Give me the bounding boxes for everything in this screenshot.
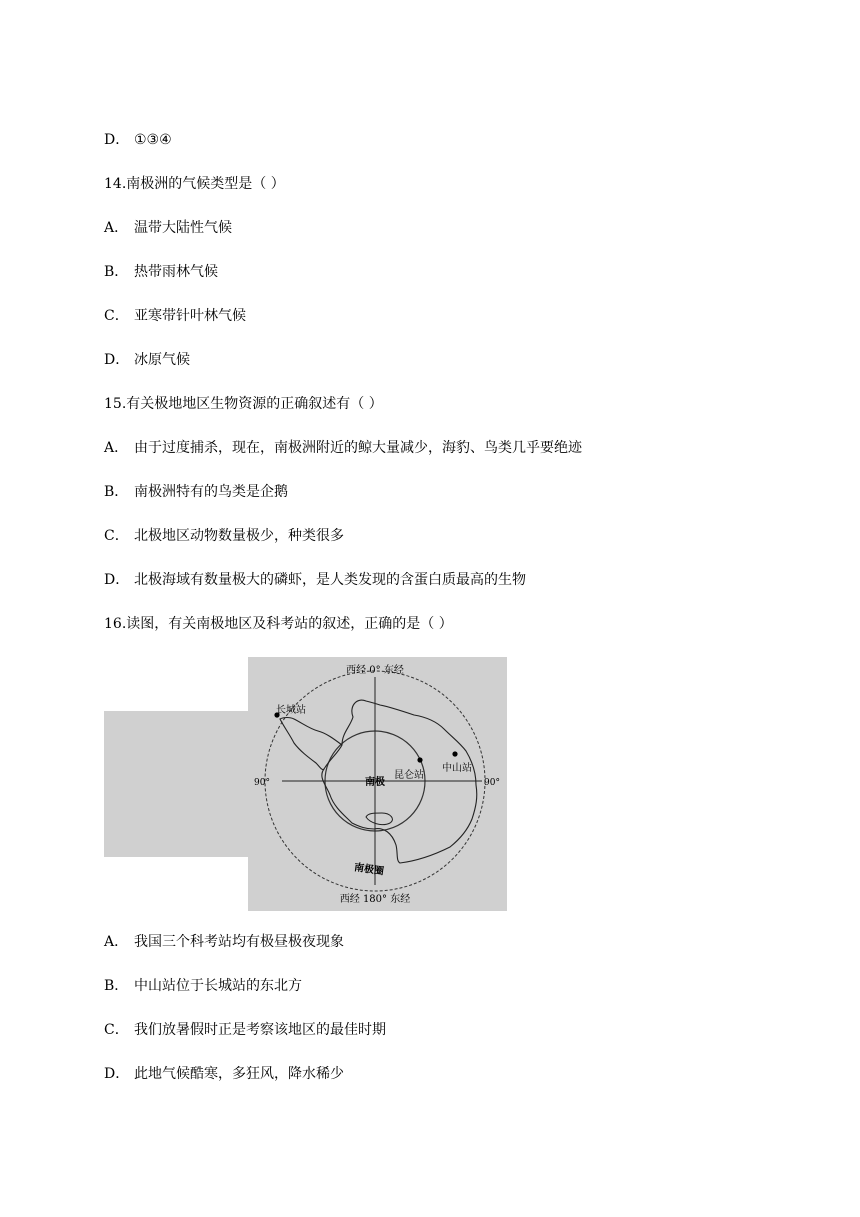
q15-stem: 15.有关极地地区生物资源的正确叙述有（ ） [104,396,383,412]
zhongshan-station-label: 中山站 [442,763,472,774]
q16-option-b [104,977,302,995]
antarctica-map-figure [104,657,507,911]
option-text: 热带雨林气候 [134,264,218,280]
option-label: A． [104,220,129,236]
ice-shelf [366,813,392,825]
q14-option-a [104,219,232,237]
q15-option-d [104,571,526,589]
option-text: 由于过度捕杀，现在，南极洲附近的鲸大量减少，海豹、鸟类几乎要绝迹 [134,440,582,456]
map-right-label: 90° [484,778,500,788]
pole-label: 南极 [365,777,385,788]
option-label: A． [104,440,129,456]
q15-option-b [104,483,288,501]
changcheng-station-label: 长城站 [276,705,306,716]
option-text: 北极地区动物数量极少，种类很多 [134,528,344,544]
option-text: 温带大陆性气候 [134,220,232,236]
q15-option-c [104,527,344,545]
q14-stem: 14.南极洲的气候类型是（ ） [104,176,285,192]
option-label: D． [104,572,130,588]
option-text: 亚寒带针叶林气候 [134,308,246,324]
kunlun-station-dot [417,757,422,762]
option-text: 此地气候酷寒，多狂风，降水稀少 [134,1066,344,1082]
option-text: 北极海域有数量极大的磷虾，是人类发现的含蛋白质最高的生物 [134,572,526,588]
option-label: B． [104,484,129,500]
option-label: C． [104,308,129,324]
option-label: B． [104,264,129,280]
option-text: 我国三个科考站均有极昼极夜现象 [134,934,344,950]
q16-option-d [104,1065,344,1083]
map-left-label: 90° [254,778,270,788]
option-label: D． [104,352,130,368]
q16-option-a [104,933,344,951]
q14-option-c [104,307,246,325]
q16-stem: 16.读图，有关南极地区及科考站的叙述，正确的是（ ） [104,616,453,632]
kunlun-station-label: 昆仑站 [394,770,424,781]
zhongshan-station-dot [452,751,457,756]
option-label: B． [104,978,129,994]
option-label: D． [104,1066,130,1082]
map-bottom-label: 西经 180° 东经 [339,894,411,905]
option-label: C． [104,528,129,544]
antarctica-map [104,657,507,911]
q14-option-b [104,263,218,281]
option-text: ①③④ [134,132,172,148]
option-text: 冰原气候 [134,352,190,368]
option-label: D． [104,132,130,148]
antarctic-peninsula [280,718,342,770]
q15-option-a [104,439,582,457]
q13-option-d [104,131,172,149]
option-text: 我们放暑假时正是考察该地区的最佳时期 [134,1022,386,1038]
option-text: 南极洲特有的鸟类是企鹅 [134,484,288,500]
option-label: C． [104,1022,129,1038]
map-top-label: 西经 0° 东经 [346,665,404,676]
option-label: A． [104,934,129,950]
antarctic-circle-label: 南极圈 [353,862,385,878]
option-text: 中山站位于长城站的东北方 [134,978,302,994]
q16-option-c [104,1021,386,1039]
q14-option-d [104,351,190,369]
antarctica-coastline [322,700,477,863]
